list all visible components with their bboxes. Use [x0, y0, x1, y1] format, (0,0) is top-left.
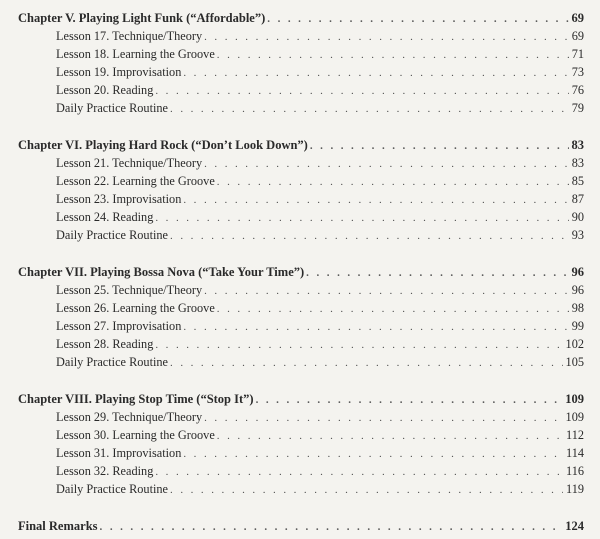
- page-number: 124: [565, 519, 584, 533]
- page-number: 83: [571, 156, 584, 170]
- lesson-entry[interactable]: [18, 226, 584, 244]
- dot-leader: [155, 336, 562, 354]
- lesson-title: Daily Practice Routine: [56, 482, 169, 496]
- lesson-title: Daily Practice Routine: [56, 355, 169, 369]
- dot-leader: [170, 354, 563, 372]
- chapter-title: Chapter VIII. Playing Stop Time (“Stop It”): [18, 392, 254, 406]
- lesson-entry[interactable]: [18, 154, 584, 172]
- lesson-title: Lesson 26. Learning the Groove: [56, 301, 215, 315]
- lesson-entry[interactable]: [18, 444, 584, 462]
- dot-leader: [204, 282, 569, 300]
- chapter-vii: [18, 263, 584, 371]
- page-number: 96: [571, 265, 584, 279]
- chapter-heading[interactable]: [18, 390, 584, 408]
- page-number: 99: [571, 319, 584, 333]
- lesson-title: Daily Practice Routine: [56, 228, 169, 242]
- dot-leader: [217, 427, 563, 445]
- lesson-entry[interactable]: [18, 281, 584, 299]
- lesson-entry[interactable]: [18, 426, 584, 444]
- lesson-entry[interactable]: [18, 45, 584, 63]
- chapter-heading[interactable]: [18, 9, 584, 27]
- page-number: 76: [571, 83, 584, 97]
- lesson-entry[interactable]: [18, 190, 584, 208]
- chapter-viii: [18, 390, 584, 498]
- lesson-title: Daily Practice Routine: [56, 101, 169, 115]
- dot-leader: [204, 28, 569, 46]
- page-number: 87: [571, 192, 584, 206]
- dot-leader: [267, 10, 568, 28]
- page-number: 105: [565, 355, 584, 369]
- lesson-entry[interactable]: [18, 317, 584, 335]
- page-number: 112: [566, 428, 584, 442]
- lesson-title: Lesson 29. Technique/Theory: [56, 410, 203, 424]
- page-number: 119: [566, 482, 584, 496]
- lesson-title: Lesson 19. Improvisation: [56, 65, 182, 79]
- dot-leader: [170, 227, 569, 245]
- lesson-title: Lesson 30. Learning the Groove: [56, 428, 215, 442]
- dot-leader: [170, 100, 569, 118]
- page-number: 85: [571, 174, 584, 188]
- dot-leader: [155, 209, 568, 227]
- lesson-entry[interactable]: [18, 27, 584, 45]
- page-number: 109: [565, 410, 584, 424]
- dot-leader: [310, 137, 569, 155]
- lesson-entry[interactable]: [18, 208, 584, 226]
- lesson-entry[interactable]: [18, 408, 584, 426]
- dot-leader: [155, 82, 568, 100]
- lesson-title: Lesson 31. Improvisation: [56, 446, 182, 460]
- lesson-title: Lesson 22. Learning the Groove: [56, 174, 215, 188]
- lesson-entry[interactable]: [18, 480, 584, 498]
- lesson-entry[interactable]: [18, 81, 584, 99]
- page-number: 102: [565, 337, 584, 351]
- page-number: 71: [571, 47, 584, 61]
- chapter-v: [18, 9, 584, 117]
- lesson-title: Lesson 17. Technique/Theory: [56, 29, 203, 43]
- lesson-entry[interactable]: [18, 299, 584, 317]
- chapter-title: Chapter VII. Playing Bossa Nova (“Take Your Time”): [18, 265, 305, 279]
- chapter-heading[interactable]: [18, 136, 584, 154]
- dot-leader: [256, 391, 563, 409]
- page-number: 98: [571, 301, 584, 315]
- dot-leader: [217, 173, 569, 191]
- dot-leader: [204, 409, 562, 427]
- lesson-title: Lesson 32. Reading: [56, 464, 154, 478]
- lesson-title: Lesson 28. Reading: [56, 337, 154, 351]
- page-number: 114: [566, 446, 584, 460]
- table-of-contents: [18, 9, 584, 535]
- page-number: 116: [566, 464, 584, 478]
- dot-leader: [183, 318, 568, 336]
- lesson-entry[interactable]: [18, 63, 584, 81]
- lesson-entry[interactable]: [18, 99, 584, 117]
- page-number: 96: [571, 283, 584, 297]
- dot-leader: [170, 481, 563, 499]
- dot-leader: [155, 463, 563, 481]
- page-number: 90: [571, 210, 584, 224]
- page-number: 69: [571, 29, 584, 43]
- dot-leader: [183, 191, 568, 209]
- page-number: 93: [571, 228, 584, 242]
- chapter-title: Chapter V. Playing Light Funk (“Affordable”): [18, 11, 266, 25]
- dot-leader: [183, 64, 568, 82]
- lesson-title: Lesson 27. Improvisation: [56, 319, 182, 333]
- page-number: 83: [571, 138, 584, 152]
- page-number: 73: [571, 65, 584, 79]
- chapter-vi: [18, 136, 584, 244]
- dot-leader: [217, 300, 569, 318]
- dot-leader: [183, 445, 563, 463]
- chapter-heading[interactable]: [18, 263, 584, 281]
- final-remarks-entry[interactable]: [18, 517, 584, 535]
- page-number: 69: [571, 11, 584, 25]
- chapter-title: Chapter VI. Playing Hard Rock (“Don’t Look Down”): [18, 138, 308, 152]
- page-number: 109: [565, 392, 584, 406]
- lesson-entry[interactable]: [18, 353, 584, 371]
- lesson-entry[interactable]: [18, 335, 584, 353]
- lesson-title: Lesson 24. Reading: [56, 210, 154, 224]
- lesson-entry[interactable]: [18, 462, 584, 480]
- dot-leader: [204, 155, 569, 173]
- dot-leader: [217, 46, 569, 64]
- dot-leader: [306, 264, 568, 282]
- page-number: 79: [571, 101, 584, 115]
- lesson-title: Lesson 21. Technique/Theory: [56, 156, 203, 170]
- lesson-title: Lesson 25. Technique/Theory: [56, 283, 203, 297]
- final-remarks-title: Final Remarks: [18, 519, 98, 533]
- lesson-title: Lesson 20. Reading: [56, 83, 154, 97]
- lesson-title: Lesson 23. Improvisation: [56, 192, 182, 206]
- dot-leader: [100, 518, 563, 536]
- lesson-title: Lesson 18. Learning the Groove: [56, 47, 215, 61]
- lesson-entry[interactable]: [18, 172, 584, 190]
